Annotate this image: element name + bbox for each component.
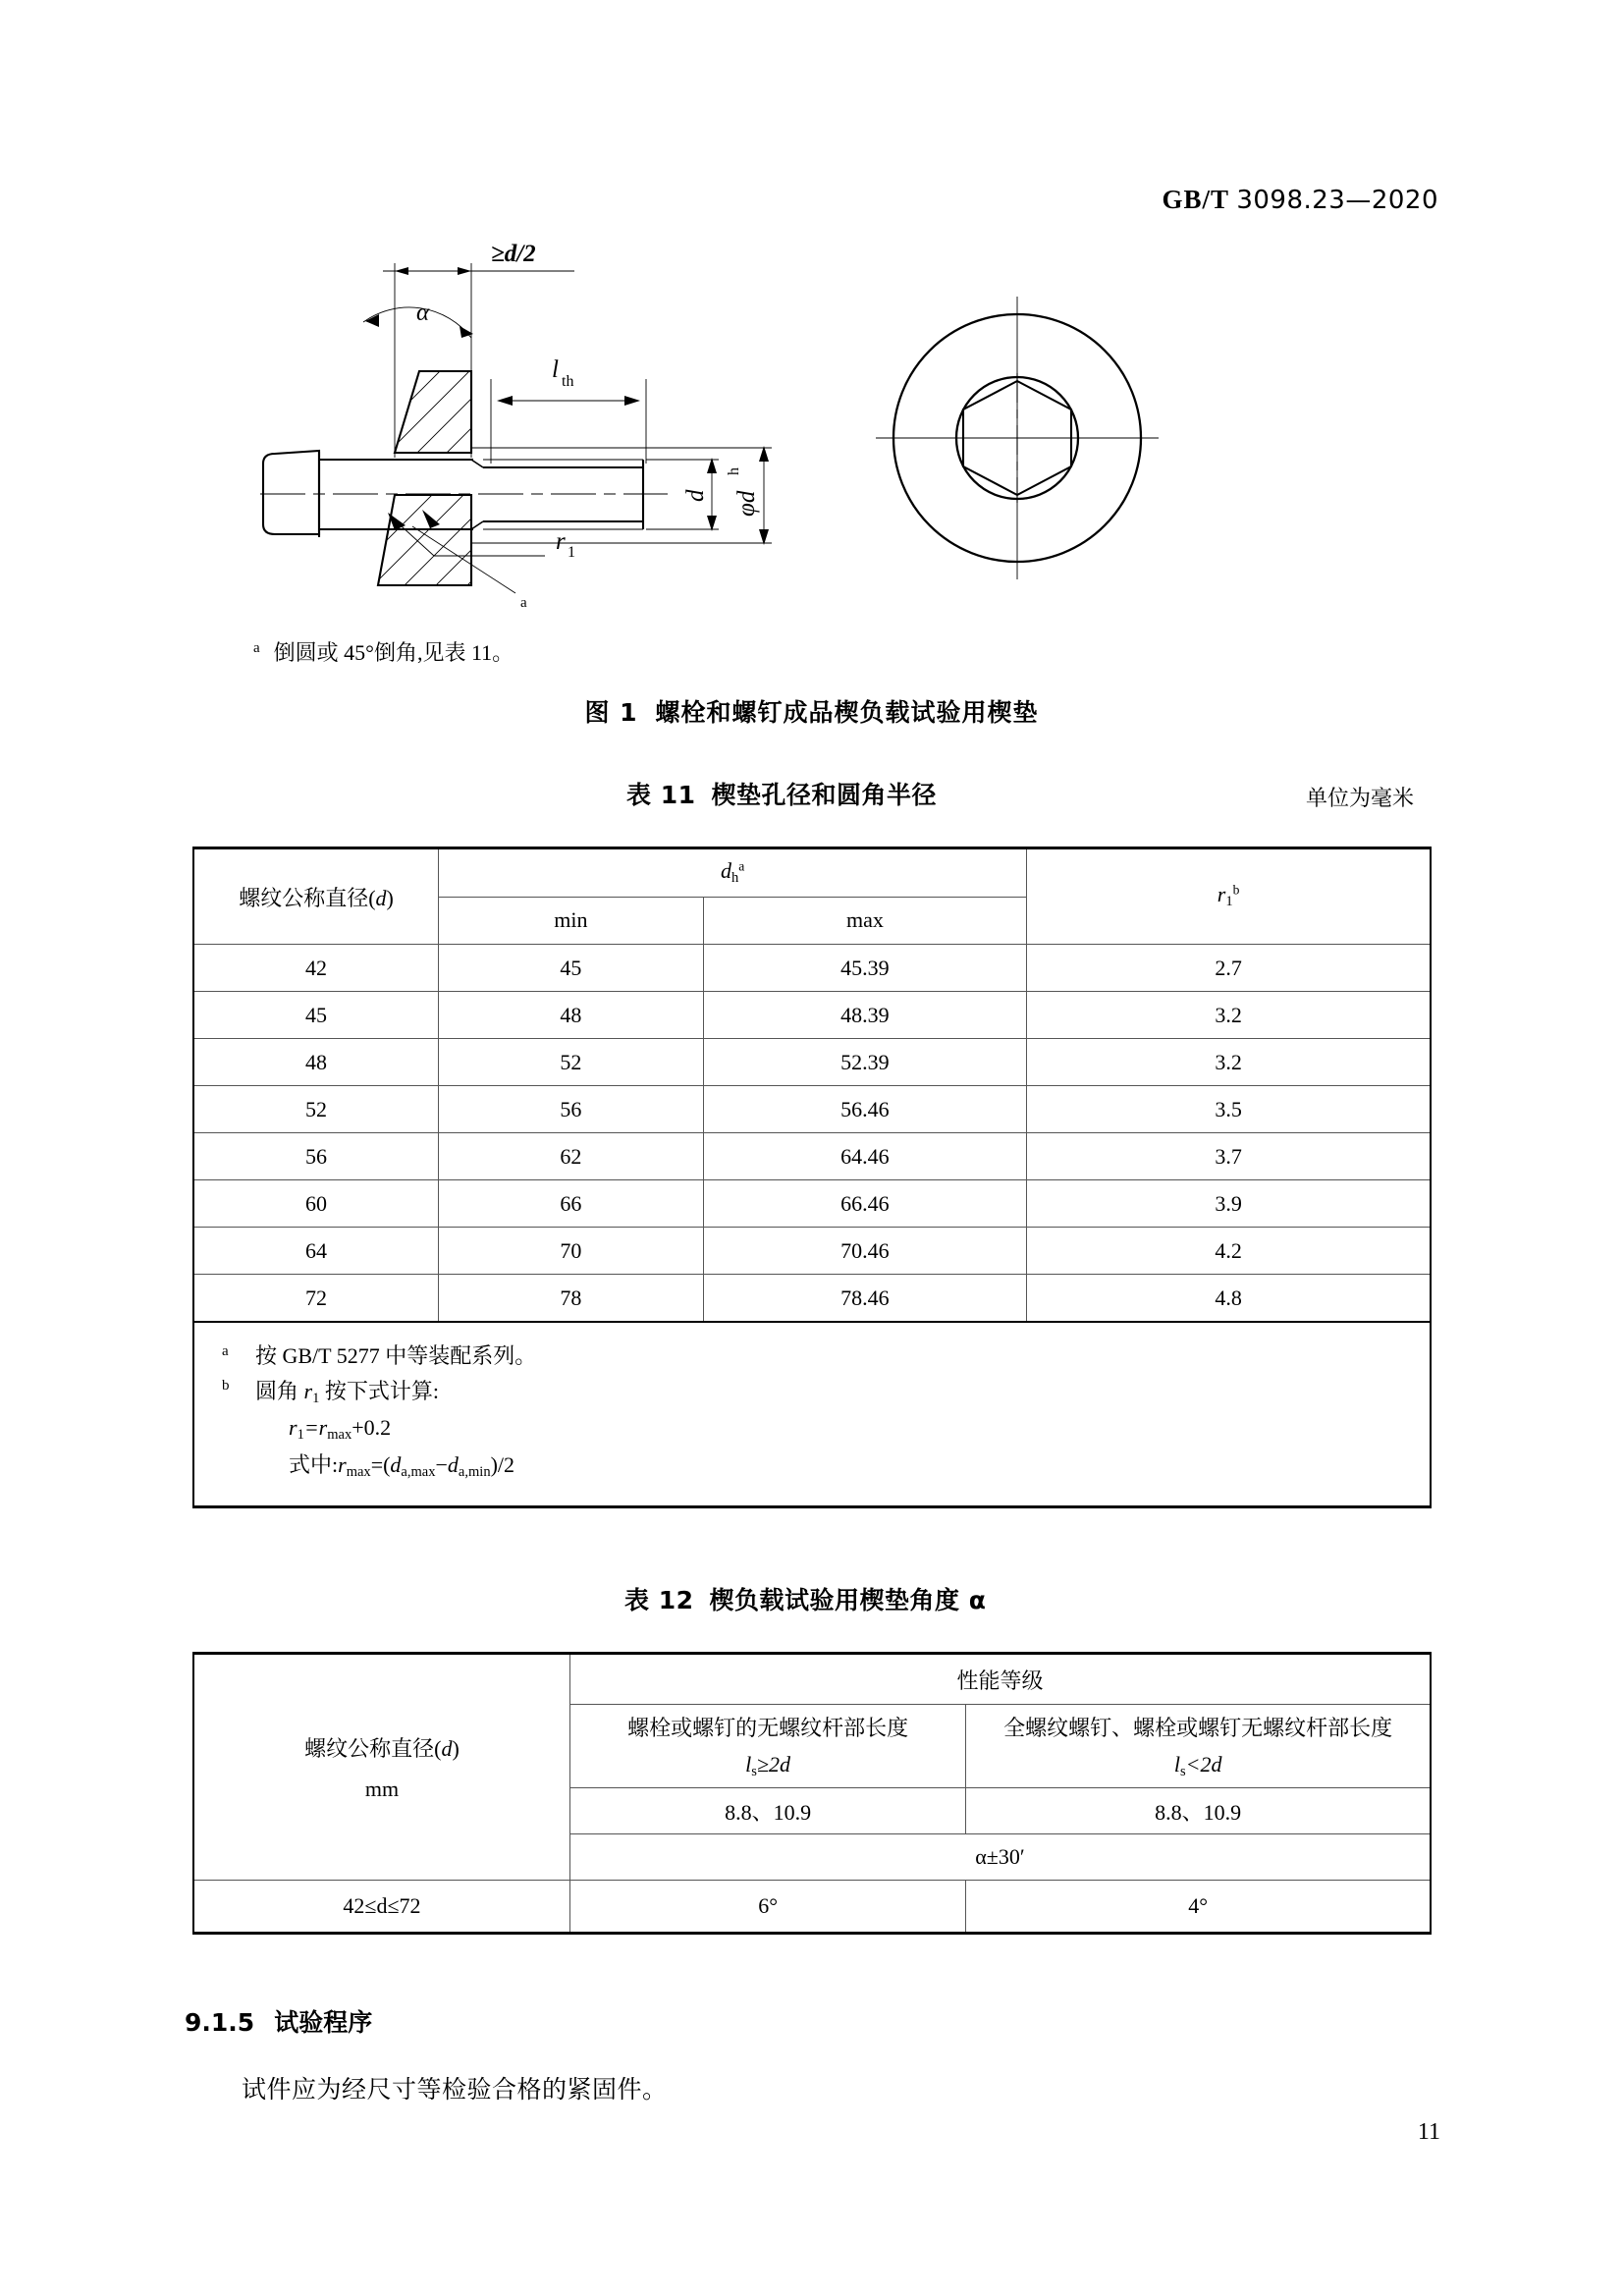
cell-dh-min: 56 bbox=[439, 1086, 704, 1133]
cell-nominal-diameter: 48 bbox=[193, 1039, 439, 1086]
table12-case2-symbol: l bbox=[1173, 1751, 1180, 1777]
section-paragraph: 试件应为经尺寸等检验合格的紧固件。 bbox=[242, 2077, 668, 2104]
table-row bbox=[193, 945, 1431, 992]
table11-note-b-symbol: r bbox=[303, 1378, 313, 1403]
section-heading-9-1-5 bbox=[185, 2003, 372, 2039]
formula1-lhs: r bbox=[289, 1415, 298, 1441]
cell-dh-max: 64.46 bbox=[703, 1133, 1027, 1180]
table11-header-dh bbox=[439, 848, 1027, 898]
table12-header-row-1 bbox=[193, 1654, 1431, 1705]
section-number: 9.1.5 bbox=[185, 2008, 255, 2037]
formula2-mid: =( bbox=[370, 1451, 391, 1477]
cell-r1: 3.7 bbox=[1027, 1133, 1431, 1180]
table11-header-max: max bbox=[703, 897, 1027, 944]
figure-caption bbox=[0, 693, 1623, 729]
table12-caption-text: 楔负载试验用楔垫角度 α bbox=[709, 1586, 987, 1614]
table-row bbox=[193, 992, 1431, 1039]
wedge-washer-drawing bbox=[177, 232, 1453, 644]
table12-header-case2-line2 bbox=[966, 1752, 1430, 1780]
table12-case2-condition: <2d bbox=[1185, 1751, 1222, 1777]
figure-footnote bbox=[253, 636, 514, 667]
table11-header-r1-footnote: b bbox=[1232, 882, 1240, 898]
cell-nominal-diameter: 60 bbox=[193, 1180, 439, 1228]
table12-header-nd-post: ) bbox=[452, 1736, 460, 1761]
cell-r1: 3.9 bbox=[1027, 1180, 1431, 1228]
table12-header-case2-line1: 全螺纹螺钉、螺栓或螺钉无螺纹杆部长度 bbox=[1003, 1715, 1393, 1740]
cell-dh-min: 62 bbox=[439, 1133, 704, 1180]
figure-label-width-min: ≥d/2 bbox=[491, 241, 536, 267]
figure-caption-index: 图 1 bbox=[584, 698, 638, 727]
formula2-tail: )/2 bbox=[490, 1451, 515, 1477]
figure-footnote-marker-a: a bbox=[520, 595, 527, 611]
table-row bbox=[193, 1180, 1431, 1228]
figure-footnote-text: 倒圆或 45°倒角,见表 11。 bbox=[273, 640, 514, 665]
cell-r1: 4.8 bbox=[1027, 1275, 1431, 1323]
table12-grade-value-case1: 8.8、10.9 bbox=[569, 1788, 965, 1834]
standard-number: 3098.23—2020 bbox=[1236, 186, 1438, 215]
table11-header-min: min bbox=[439, 897, 704, 944]
table12-header-case1-line2 bbox=[570, 1752, 965, 1780]
table12-case1-symbol: l bbox=[745, 1751, 752, 1777]
table11-hole-diameter-and-radius bbox=[192, 847, 1432, 1508]
cell-dh-min: 48 bbox=[439, 992, 704, 1039]
table-row bbox=[193, 1133, 1431, 1180]
table12-header-case1 bbox=[569, 1705, 965, 1788]
table12-angle-tolerance: α±30′ bbox=[569, 1834, 1431, 1881]
cell-dh-min: 45 bbox=[439, 945, 704, 992]
cell-nominal-diameter: 52 bbox=[193, 1086, 439, 1133]
cell-dh-max: 56.46 bbox=[703, 1086, 1027, 1133]
figure-label-hole-diameter-sub: h bbox=[726, 467, 742, 475]
table11-header-nominal-diameter-symbol: d bbox=[375, 885, 387, 910]
table12-header-nominal-diameter-line1 bbox=[194, 1732, 569, 1763]
table11-header-nominal-diameter bbox=[193, 848, 439, 945]
table11-notes bbox=[193, 1322, 1431, 1507]
figure-caption-text: 螺栓和螺钉成品楔负载试验用楔垫 bbox=[655, 698, 1039, 727]
cell-dh-min: 70 bbox=[439, 1228, 704, 1275]
table11-notes-row bbox=[193, 1322, 1431, 1507]
cell-dh-max: 45.39 bbox=[703, 945, 1027, 992]
table12-case1-condition: ≥2d bbox=[756, 1751, 791, 1777]
running-header bbox=[1163, 185, 1438, 215]
cell-r1: 2.7 bbox=[1027, 945, 1431, 992]
table-row bbox=[193, 1228, 1431, 1275]
figure-wedge-washer bbox=[177, 232, 1453, 644]
cell-r1: 3.2 bbox=[1027, 992, 1431, 1039]
cell-diameter-range: 42≤d≤72 bbox=[193, 1881, 569, 1934]
table12-header-performance-grade: 性能等级 bbox=[569, 1654, 1431, 1705]
cell-nominal-diameter: 64 bbox=[193, 1228, 439, 1275]
table12-header-case2 bbox=[966, 1705, 1431, 1788]
table11-header-dh-subscript: h bbox=[730, 870, 739, 887]
cell-nominal-diameter: 72 bbox=[193, 1275, 439, 1323]
table-row bbox=[193, 1275, 1431, 1323]
formula1-rhs-sub: max bbox=[327, 1427, 352, 1444]
cell-dh-max: 70.46 bbox=[703, 1228, 1027, 1275]
table11-note-b-post: 按下式计算: bbox=[319, 1378, 439, 1403]
cell-dh-min: 52 bbox=[439, 1039, 704, 1086]
table12-header-nd-symbol: d bbox=[441, 1736, 453, 1761]
table11-note-b-subscript: 1 bbox=[312, 1390, 320, 1406]
figure-label-radius: r bbox=[556, 528, 566, 555]
formula2-d1-sub: a,max bbox=[401, 1463, 436, 1480]
table12-case2-subscript: s bbox=[1179, 1764, 1186, 1780]
formula1-tail: +0.2 bbox=[352, 1415, 392, 1441]
cell-dh-max: 78.46 bbox=[703, 1275, 1027, 1323]
table11-caption-index: 表 11 bbox=[626, 781, 696, 809]
table-row bbox=[193, 1039, 1431, 1086]
cell-dh-max: 66.46 bbox=[703, 1180, 1027, 1228]
table12-header-unit-mm: mm bbox=[364, 1777, 400, 1801]
formula2-symbol-sub: max bbox=[346, 1463, 371, 1480]
table12-wedge-angle bbox=[192, 1652, 1432, 1935]
cell-dh-max: 52.39 bbox=[703, 1039, 1027, 1086]
section-title: 试验程序 bbox=[274, 2008, 373, 2037]
table11-header-r1-symbol: r bbox=[1217, 882, 1226, 907]
formula1-lhs-sub: 1 bbox=[297, 1427, 304, 1444]
table11-header-row-1 bbox=[193, 848, 1431, 898]
figure-label-shank-diameter: d bbox=[682, 489, 709, 502]
figure-label-alpha: α bbox=[416, 300, 430, 326]
table-row bbox=[193, 1881, 1431, 1934]
formula2-pre: 式中: bbox=[289, 1451, 339, 1477]
table12-header-nd-pre: 螺纹公称直径( bbox=[304, 1736, 442, 1761]
table11-formula-2 bbox=[194, 1448, 1430, 1485]
standard-prefix: GB/T bbox=[1162, 185, 1230, 214]
cell-dh-min: 66 bbox=[439, 1180, 704, 1228]
page-number: 11 bbox=[1417, 2119, 1440, 2145]
figure-label-hole-diameter: φd bbox=[733, 490, 760, 517]
formula2-minus: − bbox=[435, 1451, 448, 1477]
table11-header-r1 bbox=[1027, 848, 1431, 945]
table11-note-b-marker: b bbox=[222, 1378, 230, 1394]
cell-angle-case1: 6° bbox=[569, 1881, 965, 1934]
table11-formula-1 bbox=[194, 1410, 1430, 1448]
table11-note-b bbox=[194, 1374, 1430, 1411]
cell-r1: 3.5 bbox=[1027, 1086, 1431, 1133]
table11-units: 单位为毫米 bbox=[1306, 786, 1415, 810]
formula2-d2: d bbox=[447, 1451, 459, 1477]
formula2-d1: d bbox=[390, 1451, 402, 1477]
figure-label-thread-length-sub: th bbox=[562, 373, 574, 390]
table11-header-dh-footnote: a bbox=[738, 858, 745, 874]
formula2-d2-sub: a,min bbox=[458, 1463, 491, 1480]
table11-note-a bbox=[194, 1339, 1430, 1374]
cell-dh-max: 48.39 bbox=[703, 992, 1027, 1039]
table12-caption bbox=[624, 1581, 986, 1616]
cell-angle-case2: 4° bbox=[966, 1881, 1431, 1934]
figure-label-thread-length: l bbox=[552, 356, 559, 383]
table11-note-a-marker: a bbox=[222, 1342, 229, 1359]
formula1-rhs: =r bbox=[303, 1415, 328, 1441]
table12-grade-value-case2: 8.8、10.9 bbox=[966, 1788, 1431, 1834]
table11-header-nominal-diameter-text: 螺纹公称直径( bbox=[239, 885, 376, 910]
table12-case1-subscript: s bbox=[751, 1764, 757, 1780]
cell-r1: 3.2 bbox=[1027, 1039, 1431, 1086]
cell-nominal-diameter: 56 bbox=[193, 1133, 439, 1180]
table11-caption-text: 楔垫孔径和圆角半径 bbox=[711, 781, 938, 809]
cell-r1: 4.2 bbox=[1027, 1228, 1431, 1275]
table11-header-r1-subscript: 1 bbox=[1225, 894, 1233, 910]
table11-caption bbox=[626, 776, 937, 811]
table12-header-case1-line1: 螺栓或螺钉的无螺纹杆部长度 bbox=[627, 1715, 909, 1740]
table12-caption-index: 表 12 bbox=[624, 1586, 694, 1614]
table12-header-nominal-diameter bbox=[193, 1654, 569, 1881]
figure-footnote-marker: a bbox=[253, 639, 260, 656]
table11-header-nominal-diameter-close: ) bbox=[386, 885, 394, 910]
table11-note-b-pre: 圆角 bbox=[255, 1378, 304, 1403]
table-row bbox=[193, 1086, 1431, 1133]
cell-dh-min: 78 bbox=[439, 1275, 704, 1323]
table11-header-dh-symbol: d bbox=[720, 858, 731, 884]
cell-nominal-diameter: 45 bbox=[193, 992, 439, 1039]
formula2-symbol: r bbox=[338, 1451, 347, 1477]
figure-label-radius-sub: 1 bbox=[568, 544, 575, 561]
table11-note-a-text: 按 GB/T 5277 中等装配系列。 bbox=[255, 1343, 537, 1368]
cell-nominal-diameter: 42 bbox=[193, 945, 439, 992]
